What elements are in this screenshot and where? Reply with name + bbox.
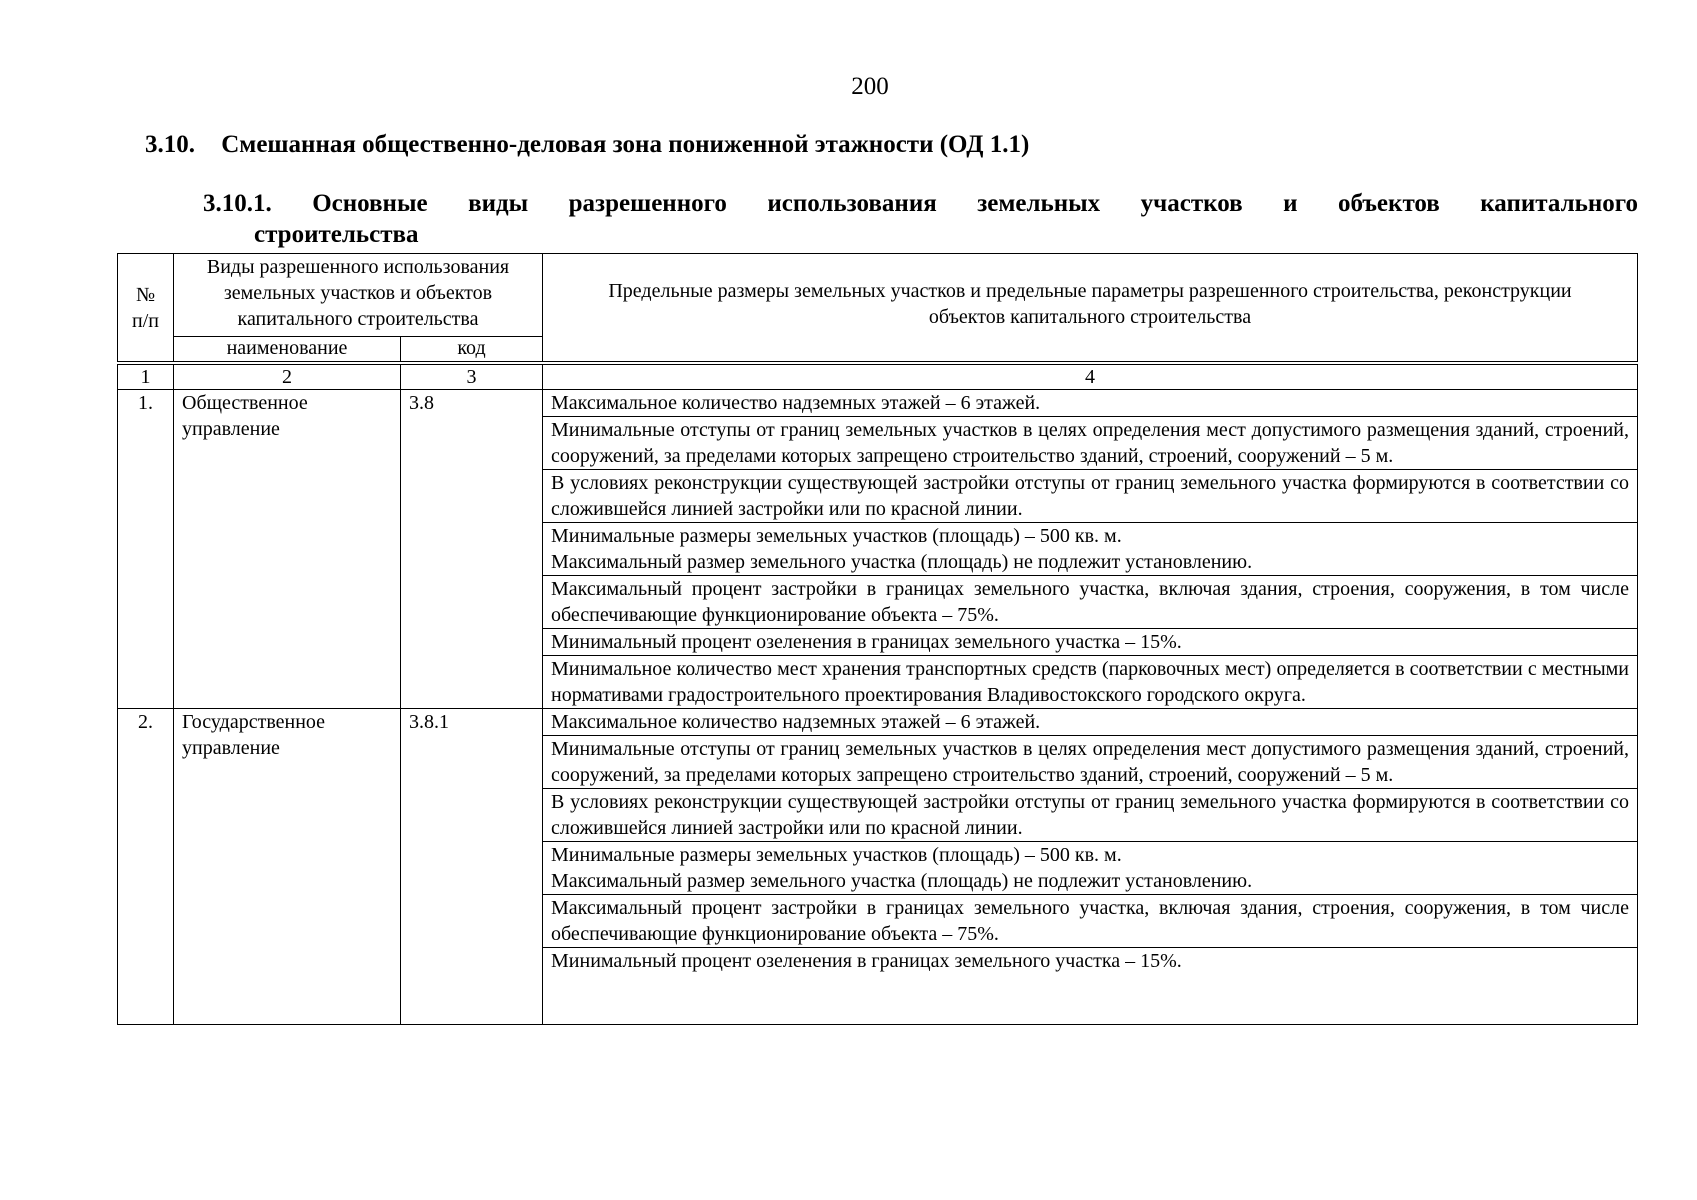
param-text: Минимальные отступы от границ земельных участков в целях определения мест допустимого размещения зданий, строений, сооружений, за пределами которых запрещено строительство зданий, строений, сооружений – 5 м. [551, 738, 1629, 786]
row-code: 3.8 [401, 390, 543, 709]
subsection-title-word: разрешенного [568, 190, 727, 217]
land-use-table [117, 253, 1638, 1025]
header-num: № п/п [118, 254, 174, 364]
param-cell [543, 576, 1638, 629]
param-cell [543, 709, 1638, 736]
row-num: 1. [118, 390, 174, 709]
param-text: Максимальное количество надземных этажей – 6 этажей. [551, 392, 1041, 414]
param-cell [543, 789, 1638, 842]
column-number: 4 [543, 363, 1638, 390]
param-text: В условиях реконструкции существующей застройки отступы от границ земельного участка формируются в соответствии со сложившейся линией застройки или по красной линии. [551, 472, 1629, 520]
param-cell [543, 948, 1638, 1025]
param-text: Максимальный размер земельного участка (площадь) не подлежит установлению. [551, 551, 1253, 573]
section-number: 3.10. [145, 131, 195, 158]
param-text: Минимальные отступы от границ земельных участков в целях определения мест допустимого размещения зданий, строений, сооружений, за пределами которых запрещено строительство зданий, строений, сооружений – 5 м. [551, 419, 1629, 467]
param-cell [543, 629, 1638, 656]
column-number: 3 [401, 363, 543, 390]
subsection-number: 3.10.1. [203, 190, 272, 217]
param-text: Максимальный процент застройки в границах земельного участка, включая здания, строения, сооружения, в том числе обеспечивающие функционирование объекта – 75%. [551, 578, 1629, 626]
subsection-heading [203, 188, 1638, 250]
row-name: Государственное управление [174, 709, 401, 1025]
subsection-title-word: объектов [1337, 190, 1440, 217]
header-kinds: Виды разрешенного использования земельных участков и объектов капитального строительства [174, 254, 543, 337]
header-code: код [401, 337, 543, 364]
subsection-title-word: использования [767, 190, 937, 217]
row-code: 3.8.1 [401, 709, 543, 1025]
param-text: Минимальные размеры земельных участков (площадь) – 500 кв. м. [551, 844, 1122, 866]
subsection-title-word: земельных [977, 190, 1101, 217]
column-numbers-row [118, 363, 1638, 390]
table-header-row [118, 254, 1638, 337]
subsection-title-word: капитального [1480, 190, 1638, 217]
header-name: наименование [174, 337, 401, 364]
param-cell [543, 523, 1638, 576]
subsection-heading-line1 [203, 188, 1638, 219]
row-num: 2. [118, 709, 174, 1025]
param-text: Максимальный процент застройки в границах земельного участка, включая здания, строения, сооружения, в том числе обеспечивающие функционирование объекта – 75%. [551, 897, 1629, 945]
param-text: Минимальные размеры земельных участков (площадь) – 500 кв. м. [551, 525, 1122, 547]
column-number: 1 [118, 363, 174, 390]
param-cell [543, 736, 1638, 789]
param-cell [543, 470, 1638, 523]
table-row [118, 390, 1638, 417]
param-text: Минимальный процент озеленения в границах земельного участка – 15%. [551, 631, 1182, 653]
subsection-title-word: участков [1140, 190, 1243, 217]
page-number: 200 [851, 73, 889, 100]
subsection-title-word: виды [468, 190, 529, 217]
param-cell [543, 842, 1638, 895]
param-cell [543, 417, 1638, 470]
subsection-title-line2: строительства [254, 221, 419, 248]
table-row [118, 709, 1638, 736]
param-cell [543, 390, 1638, 417]
param-text: Максимальное количество надземных этажей – 6 этажей. [551, 711, 1041, 733]
param-text: В условиях реконструкции существующей застройки отступы от границ земельного участка формируются в соответствии со сложившейся линией застройки или по красной линии. [551, 791, 1629, 839]
section-title: Смешанная общественно-деловая зона пониженной этажности (ОД 1.1) [221, 131, 1030, 158]
param-text: Минимальный процент озеленения в границах земельного участка – 15%. [551, 950, 1182, 972]
param-cell [543, 656, 1638, 709]
subsection-title-word: Основные [312, 190, 428, 217]
row-name: Общественное управление [174, 390, 401, 709]
param-text: Максимальный размер земельного участка (площадь) не подлежит установлению. [551, 870, 1253, 892]
header-params: Предельные размеры земельных участков и предельные параметры разрешенного строительства, реконструкции объектов капитального строительства [543, 254, 1638, 364]
param-cell [543, 895, 1638, 948]
subsection-title-word: и [1283, 190, 1298, 217]
section-heading [145, 130, 1029, 160]
column-number: 2 [174, 363, 401, 390]
param-text: Минимальное количество мест хранения транспортных средств (парковочных мест) определяется в соответствии с местными нормативами градостроительного проектирования Владивостокского городского округа. [551, 658, 1629, 706]
